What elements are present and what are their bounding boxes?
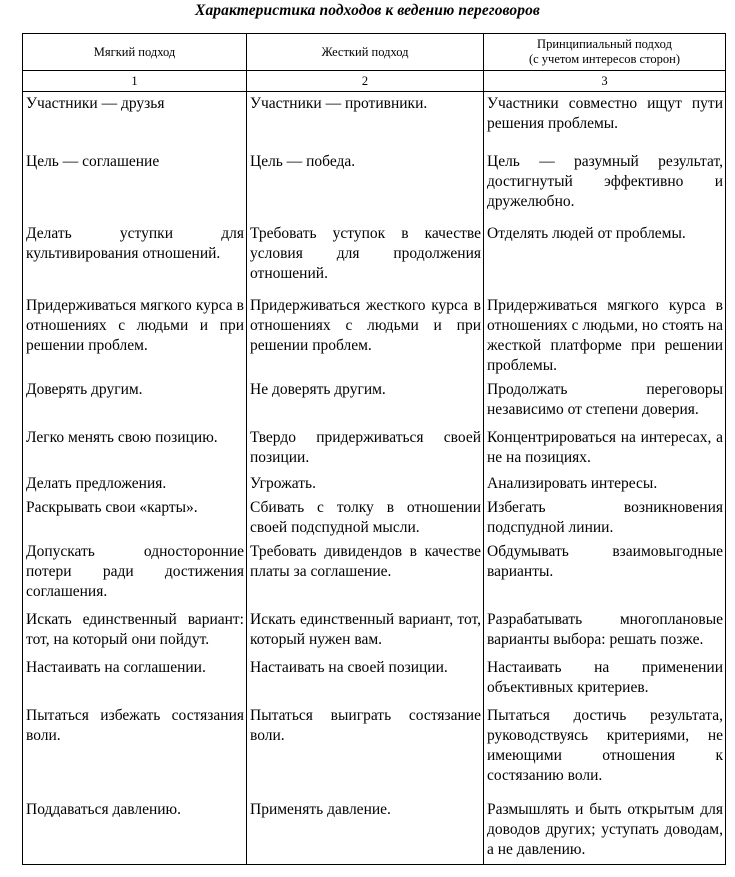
cell-text: Пытаться избежать состязания воли. — [26, 707, 244, 744]
cell-soft — [23, 152, 247, 224]
cell-principled — [484, 610, 726, 658]
cell-principled — [484, 224, 726, 296]
cell-soft — [23, 610, 247, 658]
cell-principled — [484, 542, 726, 610]
cell-text: Не доверять другим. — [250, 381, 386, 398]
column-number-1: 1 — [23, 71, 247, 92]
cell-text: Требовать уступок в качестве условия для продолжения отношений. — [250, 225, 481, 282]
number-row — [23, 71, 726, 92]
cell-principled — [484, 428, 726, 474]
cell-text: Цель — соглашение — [26, 153, 160, 170]
cell-hard — [247, 542, 484, 610]
table-row — [23, 380, 726, 428]
cell-text: Угрожать. — [250, 475, 316, 492]
cell-text: Требовать дивидендов в качестве платы за соглашение. — [250, 543, 481, 580]
cell-soft — [23, 800, 247, 865]
table-row — [23, 800, 726, 865]
cell-text: Цель — разумный результат, достигнутый эффективно и дружелюбно. — [487, 153, 723, 210]
cell-hard — [247, 152, 484, 224]
cell-hard — [247, 658, 484, 706]
cell-text: Придерживаться мягкого курса в отношениях с людьми, но стоять на жесткой платформе при решении проблемы. — [487, 297, 723, 374]
cell-hard — [247, 428, 484, 474]
table-row — [23, 610, 726, 658]
table-row — [23, 498, 726, 542]
cell-hard — [247, 498, 484, 542]
cell-text: Применять давление. — [250, 801, 391, 818]
cell-text: Поддаваться давлению. — [26, 801, 182, 818]
page-title: Характеристика подходов к ведению переговоров — [195, 2, 540, 19]
cell-text: Твердо придерживаться своей позиции. — [250, 429, 481, 466]
cell-soft — [23, 542, 247, 610]
cell-text: Продолжать переговоры независимо от степени доверия. — [487, 381, 723, 418]
cell-text: Цель — победа. — [250, 153, 356, 170]
cell-text: Отделять людей от проблемы. — [487, 225, 686, 242]
cell-text: Придерживаться мягкого курса в отношениях с людьми и при решении проблем. — [26, 297, 244, 354]
cell-text: Концентрироваться на интересах, а не на позициях. — [487, 429, 723, 466]
column-header-principled: Принципиальный подход (с учетом интересов сторон) — [484, 34, 726, 71]
cell-text: Делать предложения. — [26, 475, 167, 492]
cell-hard — [247, 610, 484, 658]
cell-principled — [484, 498, 726, 542]
cell-hard — [247, 224, 484, 296]
table-row — [23, 152, 726, 224]
cell-soft — [23, 224, 247, 296]
column-number-2: 2 — [247, 71, 484, 92]
column-number-3: 3 — [484, 71, 726, 92]
cell-soft — [23, 380, 247, 428]
cell-text: Искать единственный вариант: тот, на который они пойдут. — [26, 611, 244, 648]
cell-text: Анализировать интересы. — [487, 475, 658, 492]
table-row — [23, 428, 726, 474]
table-row — [23, 224, 726, 296]
cell-hard — [247, 92, 484, 153]
cell-principled — [484, 800, 726, 865]
comparison-table — [22, 33, 726, 865]
table-row — [23, 92, 726, 153]
cell-principled — [484, 92, 726, 153]
cell-text: Раскрывать свои «карты». — [26, 499, 198, 516]
cell-text: Легко менять свою позицию. — [26, 429, 218, 446]
cell-text: Избегать возникновения подспудной линии. — [487, 499, 723, 536]
cell-soft — [23, 658, 247, 706]
table-row — [23, 296, 726, 380]
cell-text: Настаивать на своей позиции. — [250, 659, 448, 676]
cell-soft — [23, 92, 247, 153]
cell-principled — [484, 380, 726, 428]
cell-text: Настаивать на применении объективных критериев. — [487, 659, 723, 696]
cell-soft — [23, 474, 247, 498]
cell-principled — [484, 296, 726, 380]
column-header-soft: Мягкий подход — [23, 34, 247, 71]
cell-principled — [484, 658, 726, 706]
cell-text: Доверять другим. — [26, 381, 143, 398]
cell-text: Обдумывать взаимовыгодные варианты. — [487, 543, 723, 580]
table-row — [23, 706, 726, 800]
cell-text: Настаивать на соглашении. — [26, 659, 206, 676]
cell-hard — [247, 296, 484, 380]
cell-text: Пытаться выиграть состязание воли. — [250, 707, 481, 744]
cell-hard — [247, 380, 484, 428]
cell-text: Придерживаться жесткого курса в отношениях с людьми и при решении проблем. — [250, 297, 481, 354]
cell-principled — [484, 152, 726, 224]
cell-text: Разрабатывать многоплановые варианты выбора: решать позже. — [487, 611, 723, 648]
table-row — [23, 542, 726, 610]
cell-text: Искать единственный вариант, тот, который нужен вам. — [250, 611, 481, 648]
cell-text: Участники совместно ищут пути решения проблемы. — [487, 95, 723, 132]
cell-soft — [23, 296, 247, 380]
cell-text: Делать уступки для культивирования отношений. — [26, 225, 244, 262]
cell-principled — [484, 706, 726, 800]
cell-hard — [247, 800, 484, 865]
column-header-hard: Жесткий подход — [247, 34, 484, 71]
cell-text: Участники — друзья — [26, 95, 165, 112]
cell-soft — [23, 498, 247, 542]
cell-soft — [23, 428, 247, 474]
header-row — [23, 34, 726, 71]
table-row — [23, 474, 726, 498]
cell-soft — [23, 706, 247, 800]
table-body — [23, 92, 726, 865]
cell-text: Пытаться достичь результата, руководствуясь критериями, не имеющими отношения к состязанию воли. — [487, 707, 723, 784]
cell-text: Участники — противники. — [250, 95, 428, 112]
cell-hard — [247, 474, 484, 498]
cell-text: Размышлять и быть открытым для доводов других; уступать доводам, а не давлению. — [487, 801, 723, 858]
table-row — [23, 658, 726, 706]
cell-hard — [247, 706, 484, 800]
cell-principled — [484, 474, 726, 498]
cell-text: Сбивать с толку в отношении своей подспудной мысли. — [250, 499, 481, 536]
cell-text: Допускать односторонние потери ради достижения соглашения. — [26, 543, 244, 600]
